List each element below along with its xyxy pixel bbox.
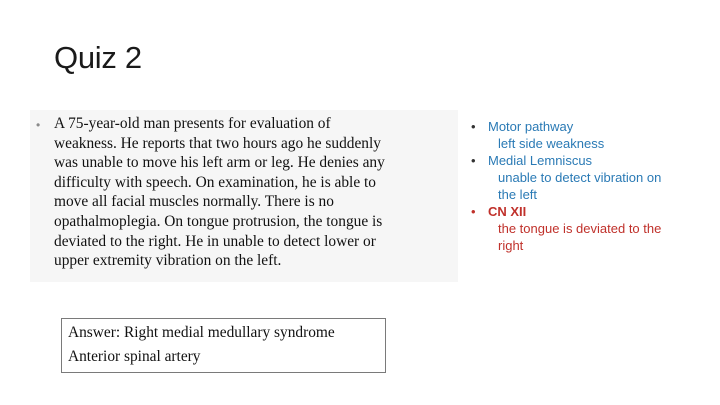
note-item-medial-lemniscus xyxy=(468,152,698,203)
case-description xyxy=(54,114,456,271)
case-line: opathalmoplegia. On tongue protrusion, the tongue is xyxy=(54,212,383,230)
note-detail: the left xyxy=(498,187,538,202)
answer-line-diagnosis: Answer: Right medial medullary syndrome xyxy=(68,324,335,341)
case-line: upper extremity vibration on the left. xyxy=(54,252,282,270)
note-heading: CN XII xyxy=(488,204,527,219)
case-line: deviated to the right. He in unable to detect lower or xyxy=(54,232,376,250)
case-line: A 75-year-old man presents for evaluation of xyxy=(54,115,331,132)
slide-title: Quiz 2 xyxy=(54,40,142,75)
answer-line-artery: Anterior spinal artery xyxy=(68,348,201,365)
note-heading: Motor pathway xyxy=(488,119,574,134)
note-detail: left side weakness xyxy=(498,136,605,151)
note-bullet: • xyxy=(471,204,476,219)
notes-list xyxy=(468,118,698,254)
note-bullet: • xyxy=(471,119,476,134)
case-line: difficulty with speech. On examination, he is able to xyxy=(54,173,376,191)
case-line: move all facial muscles normally. There is no xyxy=(54,193,334,211)
note-bullet: • xyxy=(471,153,476,168)
answer-box xyxy=(61,318,386,373)
case-line: was unable to move his left arm or leg. He denies any xyxy=(54,154,385,172)
case-line: weakness. He reports that two hours ago he suddenly xyxy=(54,134,381,152)
note-detail: the tongue is deviated to the xyxy=(498,221,662,236)
note-item-cn-xii xyxy=(468,203,698,254)
note-detail: right xyxy=(498,238,524,253)
note-heading: Medial Lemniscus xyxy=(488,153,593,168)
note-item-motor-pathway xyxy=(468,118,698,152)
note-detail: unable to detect vibration on xyxy=(498,170,662,185)
case-bullet: • xyxy=(36,118,41,132)
